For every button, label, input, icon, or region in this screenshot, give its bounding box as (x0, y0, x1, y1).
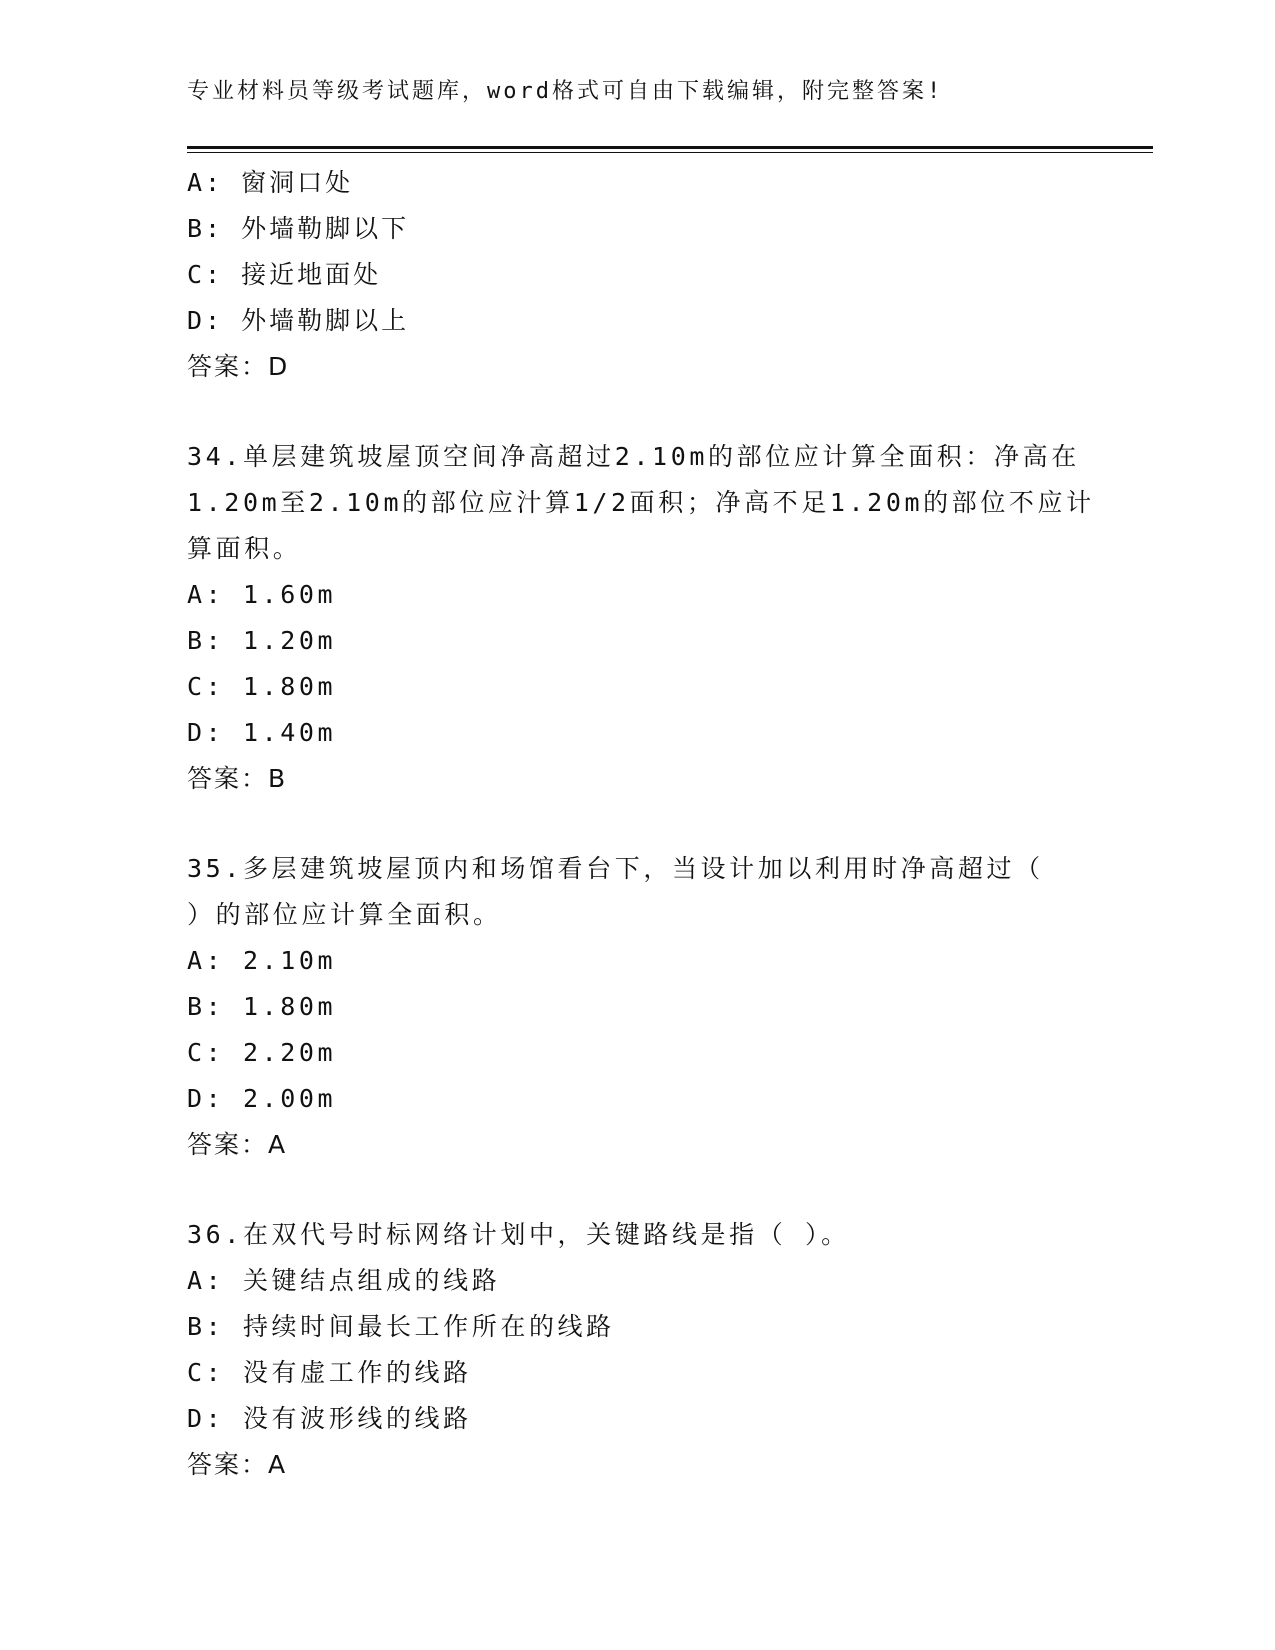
question-text-line: 36.在双代号时标网络计划中，关键路线是指（ ）。 (187, 1220, 850, 1249)
option-b: B: 外墙勒脚以下 (187, 214, 410, 243)
option-b: B: 1.80m (187, 992, 337, 1021)
question-block-36 (187, 1212, 1087, 1488)
option-a: A: 2.10m (187, 946, 337, 975)
question-text-line: 34.单层建筑坡屋顶空间净高超过2.10m的部位应计算全面积：净高在 (187, 442, 1080, 471)
answer-line: 答案：B (187, 764, 288, 793)
question-block-35 (187, 846, 1087, 1168)
option-d: D: 2.00m (187, 1084, 337, 1113)
question-text-line: 算面积。 (187, 534, 302, 563)
option-c: C: 2.20m (187, 1038, 337, 1067)
answer-line: 答案：A (187, 1130, 288, 1159)
option-a: A: 关键结点组成的线路 (187, 1266, 501, 1295)
option-c: C: 没有虚工作的线路 (187, 1358, 472, 1387)
question-text-line: 35.多层建筑坡屋顶内和场馆看台下，当设计加以利用时净高超过（ (187, 854, 1044, 883)
option-a: A: 1.60m (187, 580, 337, 609)
answer-line: 答案：D (187, 352, 290, 381)
option-c: C: 接近地面处 (187, 260, 382, 289)
header-rule-thick (187, 146, 1153, 149)
option-b: B: 1.20m (187, 626, 337, 655)
question-text-line: 1.20m至2.10m的部位应汁算1/2面积；净高不足1.20m的部位不应计 (187, 488, 1095, 517)
option-a: A: 窗洞口处 (187, 168, 354, 197)
question-content (187, 160, 1095, 1488)
question-text-line: ）的部位应计算全面积。 (187, 900, 502, 929)
question-block-33 (187, 160, 1087, 390)
header-rule-thin (187, 152, 1153, 153)
option-d: D: 外墙勒脚以上 (187, 306, 410, 335)
option-b: B: 持续时间最长工作所在的线路 (187, 1312, 615, 1341)
answer-line: 答案：A (187, 1450, 288, 1479)
option-d: D: 没有波形线的线路 (187, 1404, 472, 1433)
option-d: D: 1.40m (187, 718, 337, 747)
question-block-34 (187, 434, 1095, 802)
page-header: 专业材料员等级考试题库，word格式可自由下载编辑，附完整答案! (187, 79, 944, 104)
option-c: C: 1.80m (187, 672, 337, 701)
